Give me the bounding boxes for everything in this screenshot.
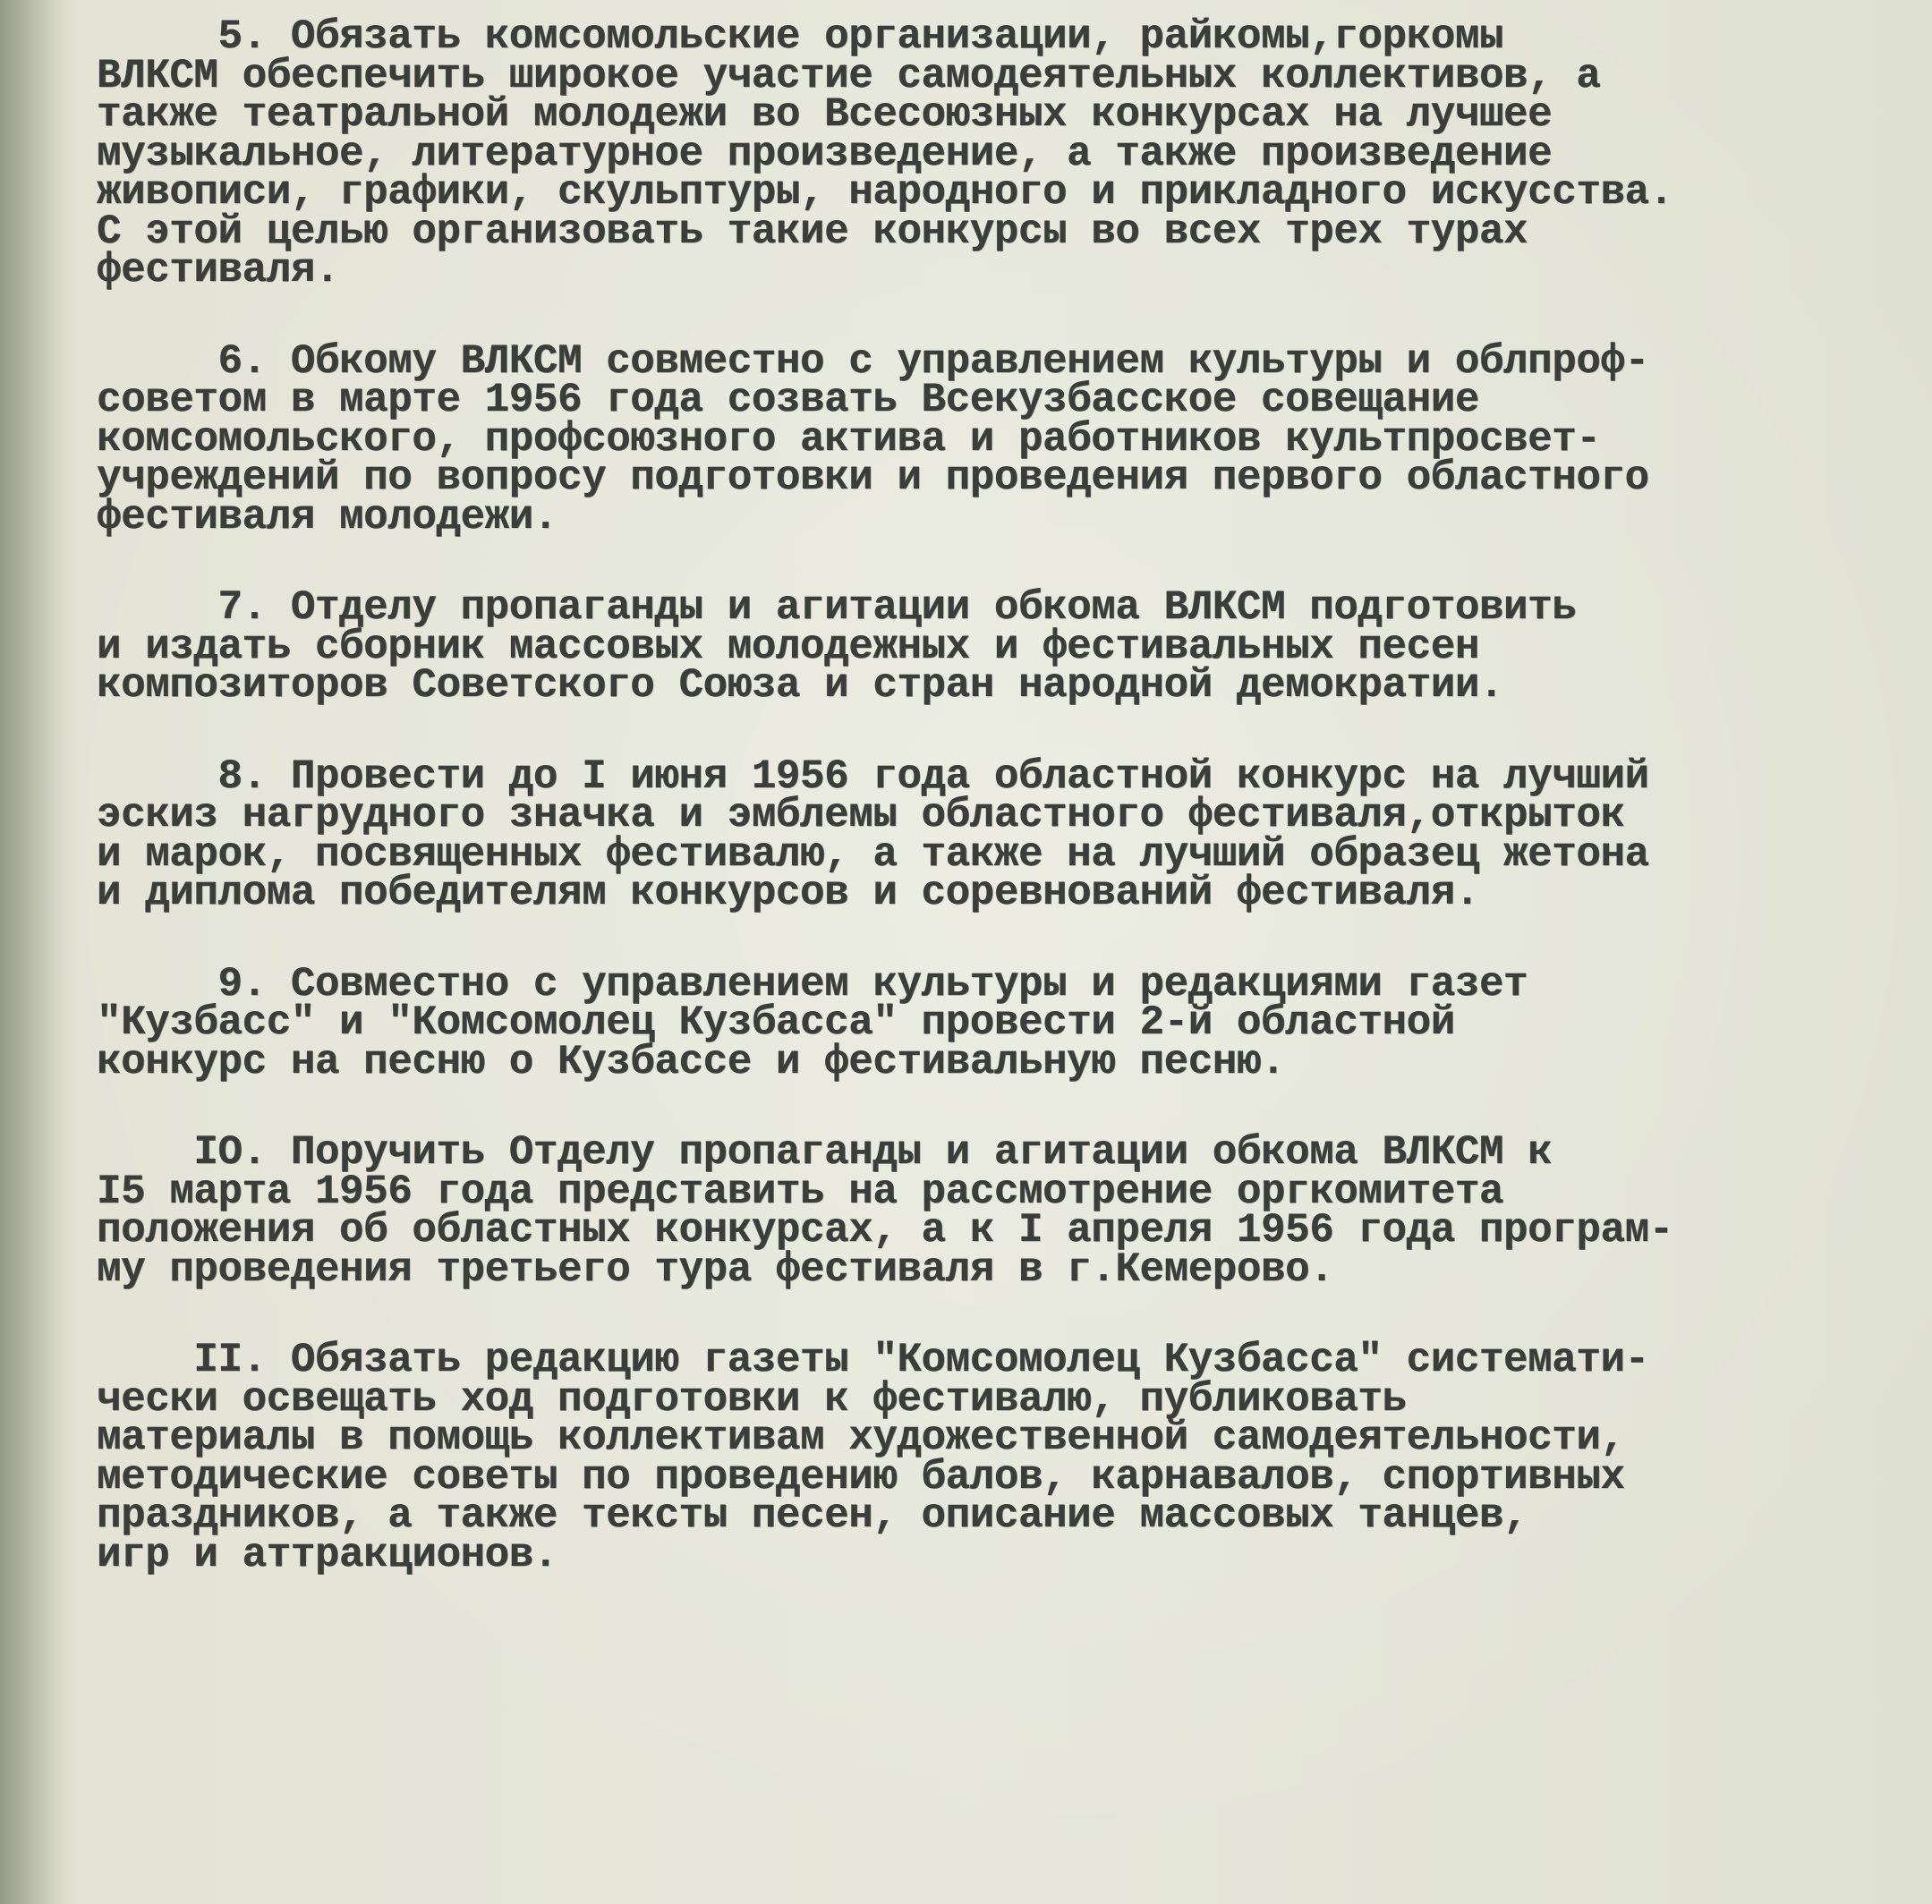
text-line: игр и аттракционов. [97, 1531, 557, 1578]
text-line: и диплома победителям конкурсов и соревнований фестиваля. [97, 870, 1479, 916]
text-line: и издать сборник массовых молодежных и фестивальных песен [97, 623, 1479, 670]
text-line: ВЛКСМ обеспечить широкое участие самодеятельных коллективов, а [97, 52, 1601, 99]
text-line: "Кузбасс" и "Комсомолец Кузбасса" провести 2-й областной [97, 999, 1455, 1046]
text-line: праздников, а также тексты песен, описание массовых танцев, [97, 1492, 1528, 1539]
text-line: чески освещать ход подготовки к фестивалю, публиковать [97, 1375, 1407, 1423]
text-line: положения об областных конкурсах, а к I апреля 1956 года програм- [97, 1207, 1673, 1254]
text-line: материалы в помощь коллективам художественной самодеятельности, [97, 1415, 1625, 1461]
text-line: композиторов Советского Союза и стран народной демократии. [97, 662, 1504, 709]
text-line: музыкальное, литературное произведение, а также произведение [97, 130, 1553, 177]
text-line: учреждений по вопросу подготовки и проведения первого областного [97, 455, 1649, 501]
text-line: IO. Поручить Отделу пропаганды и агитации обкома ВЛКСМ к [97, 1129, 1553, 1176]
text-line: и марок, посвященных фестивалю, а также на лучший образец жетона [97, 830, 1649, 878]
text-line: также театральной молодежи во Всесоюзных конкурсах на лучшее [97, 91, 1553, 138]
text-line: 5. Обязать комсомольские организации, райкомы,горкомы [97, 13, 1504, 60]
text-line: I5 марта 1956 года представить на рассмотрение оргкомитета [97, 1168, 1504, 1215]
paragraph-item-9 [97, 960, 1877, 1085]
text-line: эскиз нагрудного значка и эмблемы областного фестиваля,открыток [97, 792, 1625, 838]
paragraph-item-5 [97, 13, 1877, 293]
text-line: 6. Обкому ВЛКСМ совместно с управлением культуры и облпроф- [97, 337, 1649, 385]
paragraph-item-7 [97, 584, 1877, 709]
text-line: 8. Провести до I июня 1956 года областной конкурс на лучший [97, 752, 1649, 800]
text-line: му проведения третьего тура фестиваля в г.Кемерово. [97, 1245, 1334, 1293]
page-edge-shadow [0, 0, 63, 1904]
paragraph-item-10 [97, 1129, 1877, 1293]
text-line: С этой целью организовать такие конкурсы во всех трех турах [97, 208, 1528, 255]
text-line: II. Обязать редакцию газеты "Комсомолец Кузбасса" системати- [97, 1337, 1649, 1383]
text-line: советом в марте 1956 года созвать Всекузбасское совещание [97, 377, 1479, 423]
paragraph-item-8 [97, 752, 1877, 916]
text-line: живописи, графики, скульптуры, народного и прикладного искусства. [97, 169, 1673, 216]
text-line: 9. Совместно с управлением культуры и редакциями газет [97, 960, 1528, 1007]
text-line: комсомольского, профсоюзного актива и работников культпросвет- [97, 415, 1601, 463]
text-line: методические советы по проведению балов, карнавалов, спортивных [97, 1453, 1625, 1500]
paragraph-item-11 [97, 1337, 1877, 1578]
text-line: конкурс на песню о Кузбассе и фестивальную песню. [97, 1038, 1286, 1085]
paragraph-item-6 [97, 337, 1877, 540]
text-line: фестиваля. [97, 247, 340, 293]
document-text [97, 13, 1877, 1627]
text-line: фестиваля молодежи. [97, 493, 557, 540]
text-line: 7. Отделу пропаганды и агитации обкома ВЛКСМ подготовить [97, 584, 1577, 631]
